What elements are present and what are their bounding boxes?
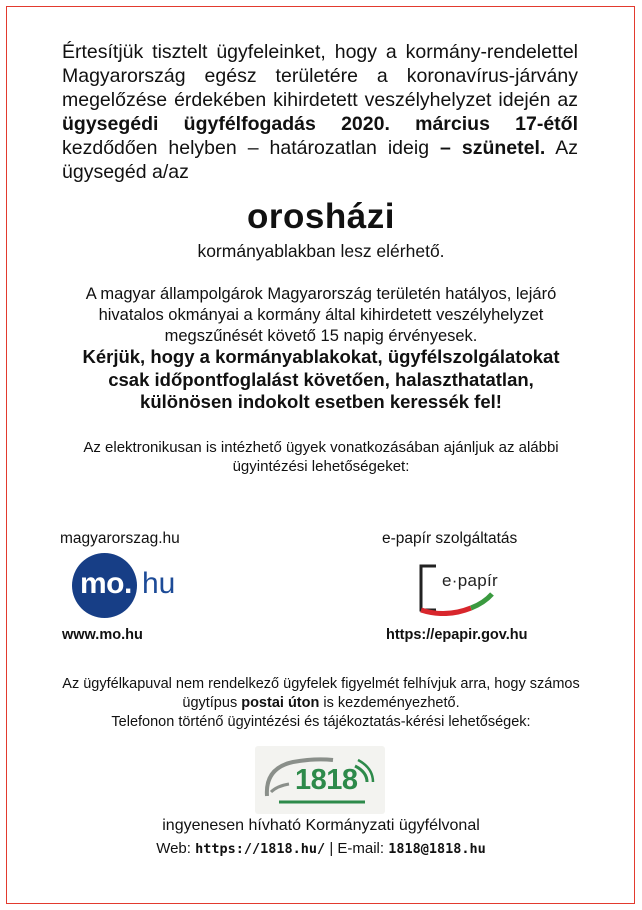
email-link[interactable]: 1818@1818.hu	[388, 841, 486, 857]
epapir-logo-text: e·papír	[442, 571, 498, 590]
epapir-link[interactable]: https://epapir.gov.hu	[386, 627, 528, 643]
mohu-link[interactable]: www.mo.hu	[62, 627, 143, 643]
postal-and-phone-note	[40, 675, 602, 732]
service-label-magyarorszag: magyarorszag.hu	[60, 530, 180, 547]
intro-paragraph	[62, 40, 578, 184]
hotline-description: ingyenesen hívható Kormányzati ügyfélvonal	[162, 817, 480, 834]
postal-text-1: Az ügyfélkapuval nem rendelkező ügyfelek figyelmét felhívjuk arra, hogy számos ügytípus	[62, 676, 580, 711]
mohu-logo	[72, 553, 194, 619]
mohu-logo-mo: mo.	[80, 567, 132, 600]
epapir-logo	[416, 560, 514, 616]
appeal-text: Kérjük, hogy a kormányablakokat, ügyfélszolgálatokat csak időpontfoglalást követően, halaszthatatlan, különösen indokolt esetben keressék fel!	[82, 346, 560, 412]
hotline-1818-logo	[255, 746, 385, 814]
postal-text-2: is kezdeményezhető.	[319, 695, 460, 711]
phone-options-text: Telefonon történő ügyintézési és tájékoztatás-kérési lehetőségek:	[111, 714, 531, 730]
web-link[interactable]: https://1818.hu/	[195, 841, 326, 857]
city-subtitle: kormányablakban lesz elérhető.	[197, 241, 445, 261]
mohu-logo-hu: hu	[142, 567, 176, 600]
postal-bold: postai úton	[241, 695, 320, 711]
online-services-intro: Az elektronikusan is intézhető ügyek vonatkozásában ajánljuk az alábbi ügyintézési lehetőségeket:	[83, 439, 559, 475]
city-name: orosházi	[247, 197, 395, 236]
intro-bold-suspended: – szünetel.	[440, 137, 546, 159]
service-label-epapir: e-papír szolgáltatás	[382, 530, 518, 547]
separator: |	[325, 840, 338, 857]
email-label: E-mail:	[337, 840, 389, 857]
documents-validity-note: A magyar állampolgárok Magyarország területén hatályos, lejáró hivatalos okmányai a kormány által kihirdetett veszélyhelyzet megszűnését követő 15 napig érvényesek.	[85, 285, 557, 345]
intro-text-2: kezdődően helyben – határozatlan ideig	[62, 137, 441, 159]
intro-text-1: Értesítjük tisztelt ügyfeleinket, hogy a kormány-rendelettel Magyarország egész területére a koronavírus-járvány megelőzése érdekében kihirdetett veszélyhelyzet idején az	[62, 41, 578, 111]
hotline-number: 1818	[295, 764, 358, 796]
web-label: Web:	[156, 840, 196, 857]
contact-line	[0, 840, 642, 857]
intro-text-3: Az ügysegéd a/az	[62, 137, 578, 183]
intro-bold-date: ügysegédi ügyfélfogadás 2020. március 17-étől	[62, 113, 578, 135]
